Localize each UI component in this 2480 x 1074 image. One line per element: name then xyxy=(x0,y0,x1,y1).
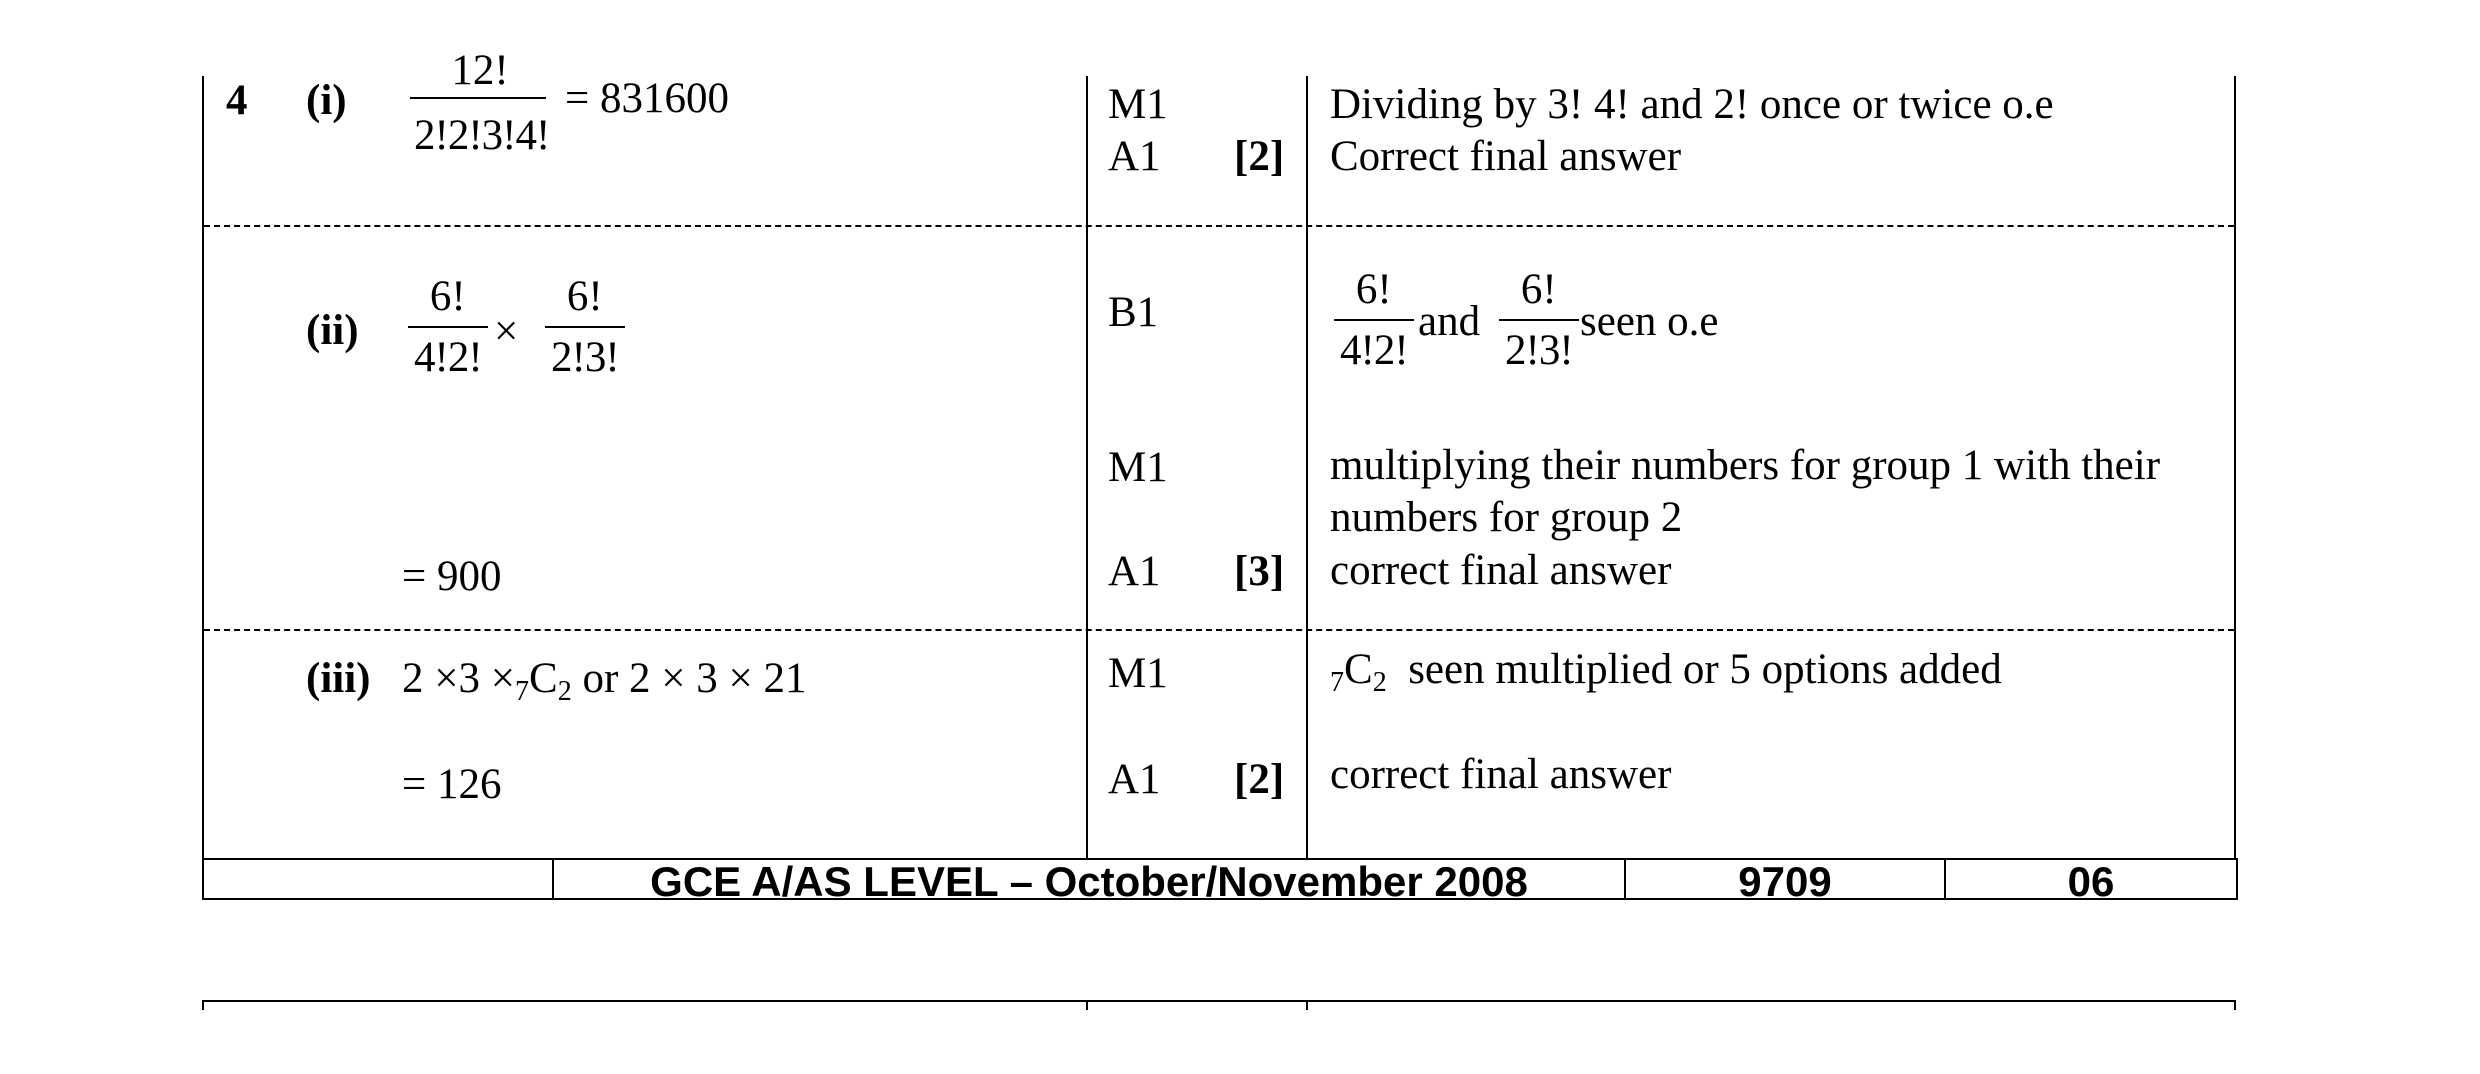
mark-guidance: Dividing by 3! 4! and 2! once or twice o.e xyxy=(1330,81,2054,128)
table-left-border xyxy=(202,76,204,858)
mark-code: M1 xyxy=(1108,444,1168,491)
fraction-numerator: 6! xyxy=(1334,268,1414,321)
working-or: or xyxy=(582,655,619,702)
question-number: 4 xyxy=(226,77,248,124)
part-label: (iii) xyxy=(306,655,371,702)
fraction-bar xyxy=(410,97,546,99)
mark-guidance: numbers for group 2 xyxy=(1330,494,1683,541)
fraction-numerator: 6! xyxy=(545,275,625,328)
table-divider-working xyxy=(1086,76,1088,858)
times-sign: × xyxy=(494,308,519,355)
next-table-divider xyxy=(202,1000,204,1010)
fraction-denominator: 4!2! xyxy=(1340,327,1408,374)
next-table-divider xyxy=(2234,1000,2236,1010)
mark-code: B1 xyxy=(1108,289,1159,336)
next-table-top-border xyxy=(202,1000,2236,1002)
next-table-divider xyxy=(1306,1000,1308,1010)
mark-guidance xyxy=(1330,646,2002,698)
fraction xyxy=(545,275,625,379)
mark-total: [2] xyxy=(1234,133,1285,180)
mark-guidance: multiplying their numbers for group 1 with their xyxy=(1330,442,2161,489)
working-result: = 126 xyxy=(402,761,502,808)
fraction-denominator: 2!3! xyxy=(551,334,619,381)
mark-guidance: seen o.e xyxy=(1580,298,1719,345)
footer-strip xyxy=(202,858,2238,905)
fraction-numerator: 6! xyxy=(408,275,488,328)
working-result: = 831600 xyxy=(565,75,730,122)
fraction-numerator: 6! xyxy=(1499,268,1579,321)
working-product: 2 × 3 × 21 xyxy=(629,655,807,702)
mark-guidance-and: and xyxy=(1418,298,1481,345)
fraction-numerator-clipped: 12! xyxy=(451,47,509,94)
working-result: = 900 xyxy=(402,553,502,600)
working-product: 2 ×3 × xyxy=(402,655,516,702)
fraction xyxy=(1334,268,1414,372)
mark-total: [2] xyxy=(1234,756,1285,803)
table-right-border xyxy=(2234,76,2236,858)
table-divider-marks xyxy=(1306,76,1308,858)
fraction-denominator: 4!2! xyxy=(414,334,482,381)
row-separator-dashed xyxy=(204,629,2234,631)
mark-code: A1 xyxy=(1108,548,1161,595)
mark-guidance: Correct final answer xyxy=(1330,133,1682,180)
part-label: (i) xyxy=(306,77,347,124)
fraction xyxy=(1499,268,1579,372)
fraction-denominator: 2!3! xyxy=(1505,327,1573,374)
mark-guidance-text: seen multiplied or 5 options added xyxy=(1408,646,2002,693)
working-expression xyxy=(402,655,807,707)
combination-symbol: C xyxy=(529,655,558,702)
combination-subscript: 2 xyxy=(1372,667,1387,698)
combination-symbol: C xyxy=(1344,646,1373,693)
mark-code: M1 xyxy=(1108,81,1168,128)
mark-code: A1 xyxy=(1108,133,1161,180)
fraction-denominator: 2!2!3!4! xyxy=(414,112,550,159)
combination-subscript: 7 xyxy=(1330,667,1344,698)
mark-guidance: correct final answer xyxy=(1330,751,1672,798)
footer-syllabus: 9709 xyxy=(1738,858,1832,905)
combination-subscript: 7 xyxy=(515,676,530,707)
row-separator-dashed xyxy=(204,225,2234,227)
combination-subscript: 2 xyxy=(557,676,572,707)
next-table-divider xyxy=(1086,1000,1088,1010)
fraction xyxy=(408,275,488,379)
mark-total: [3] xyxy=(1234,548,1285,595)
part-label: (ii) xyxy=(306,307,359,354)
mark-guidance: correct final answer xyxy=(1330,547,1672,594)
mark-code: M1 xyxy=(1108,650,1168,697)
footer-paper: 06 xyxy=(2067,858,2115,905)
mark-code: A1 xyxy=(1108,756,1161,803)
footer-title: GCE A/AS LEVEL – October/November 2008 xyxy=(650,858,1528,905)
